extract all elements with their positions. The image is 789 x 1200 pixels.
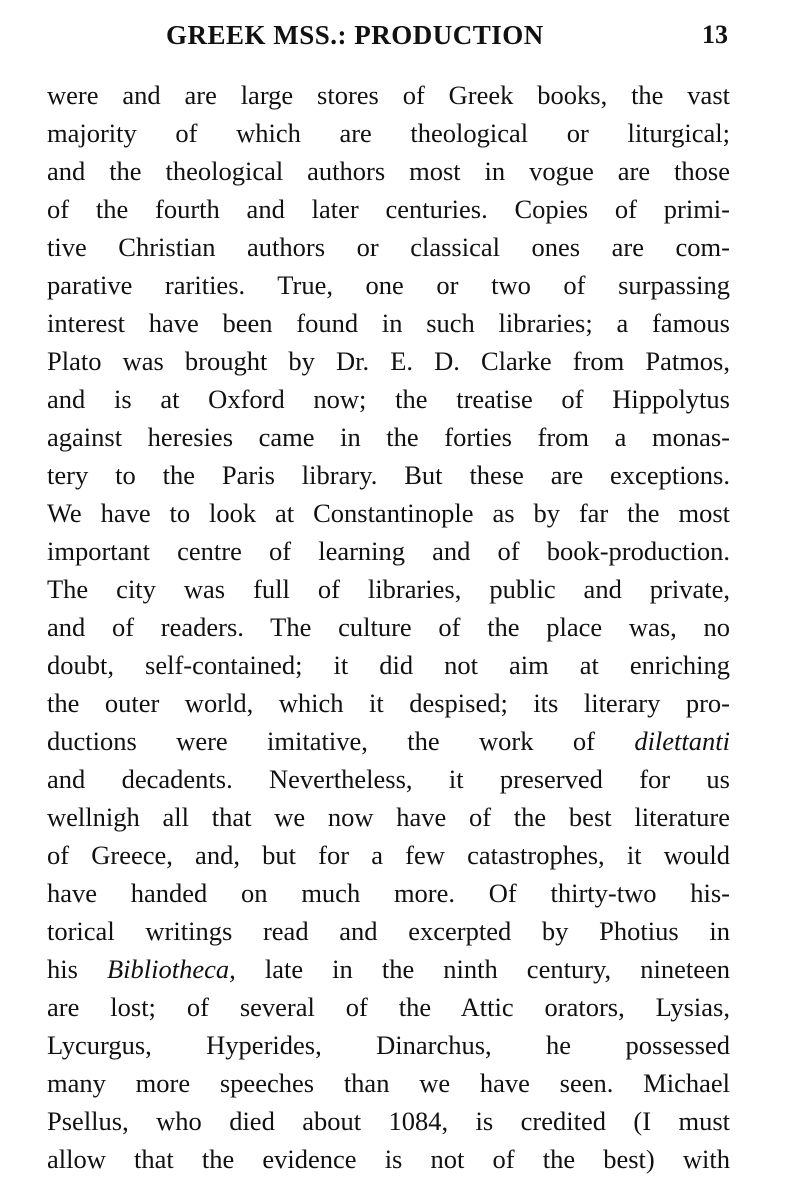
text-line: The city was full of libraries, public and private, xyxy=(47,574,730,604)
text-line: of Greece, and, but for a few catastrophes, it would xyxy=(47,840,730,870)
text-line: We have to look at Constantinople as by far the most xyxy=(47,498,730,528)
italic-term: Bibliotheca, xyxy=(107,954,236,984)
text-line: tery to the Paris library. But these are exceptions. xyxy=(47,460,730,490)
text-line: and is at Oxford now; the treatise of Hippolytus xyxy=(47,384,730,414)
text-line xyxy=(47,722,730,760)
text-span: his xyxy=(47,954,107,984)
page-number: 13 xyxy=(702,20,728,49)
text-line: parative rarities. True, one or two of surpassing xyxy=(47,270,730,300)
text-line: interest have been found in such libraries; a famous xyxy=(47,308,730,338)
text-line xyxy=(47,950,730,988)
page-header xyxy=(48,20,728,56)
text-line: and the theological authors most in vogue are those xyxy=(47,156,730,186)
text-line: torical writings read and excerpted by Photius in xyxy=(47,916,730,946)
text-line: have handed on much more. Of thirty-two his- xyxy=(47,878,730,908)
text-line: wellnigh all that we now have of the best literature xyxy=(47,802,730,832)
text-line: and decadents. Nevertheless, it preserved for us xyxy=(47,764,730,794)
text-span: ductions were imitative, the work of xyxy=(47,726,635,756)
text-line: many more speeches than we have seen. Michael xyxy=(47,1068,730,1098)
text-line: against heresies came in the forties from a monas- xyxy=(47,422,730,452)
text-line: of the fourth and later centuries. Copies of primi- xyxy=(47,194,730,224)
text-line: the outer world, which it despised; its literary pro- xyxy=(47,688,730,718)
text-span: late in the ninth century, nineteen xyxy=(235,954,730,984)
text-line: doubt, self-contained; it did not aim at enriching xyxy=(47,650,730,680)
body-text xyxy=(47,76,730,1178)
text-line: Plato was brought by Dr. E. D. Clarke from Patmos, xyxy=(47,346,730,376)
text-line: allow that the evidence is not of the best) with xyxy=(47,1144,730,1174)
text-line: are lost; of several of the Attic orators, Lysias, xyxy=(47,992,730,1022)
text-line: majority of which are theological or liturgical; xyxy=(47,118,730,148)
text-line: Psellus, who died about 1084, is credited (I must xyxy=(47,1106,730,1136)
text-line: Lycurgus, Hyperides, Dinarchus, he possessed xyxy=(47,1030,730,1060)
italic-term: dilettanti xyxy=(634,726,730,756)
text-line: were and are large stores of Greek books, the vast xyxy=(47,80,730,110)
text-line: and of readers. The culture of the place was, no xyxy=(47,612,730,642)
text-line: important centre of learning and of book-production. xyxy=(47,536,730,566)
text-line: tive Christian authors or classical ones are com- xyxy=(47,232,730,262)
running-head: GREEK MSS.: PRODUCTION xyxy=(166,20,544,50)
